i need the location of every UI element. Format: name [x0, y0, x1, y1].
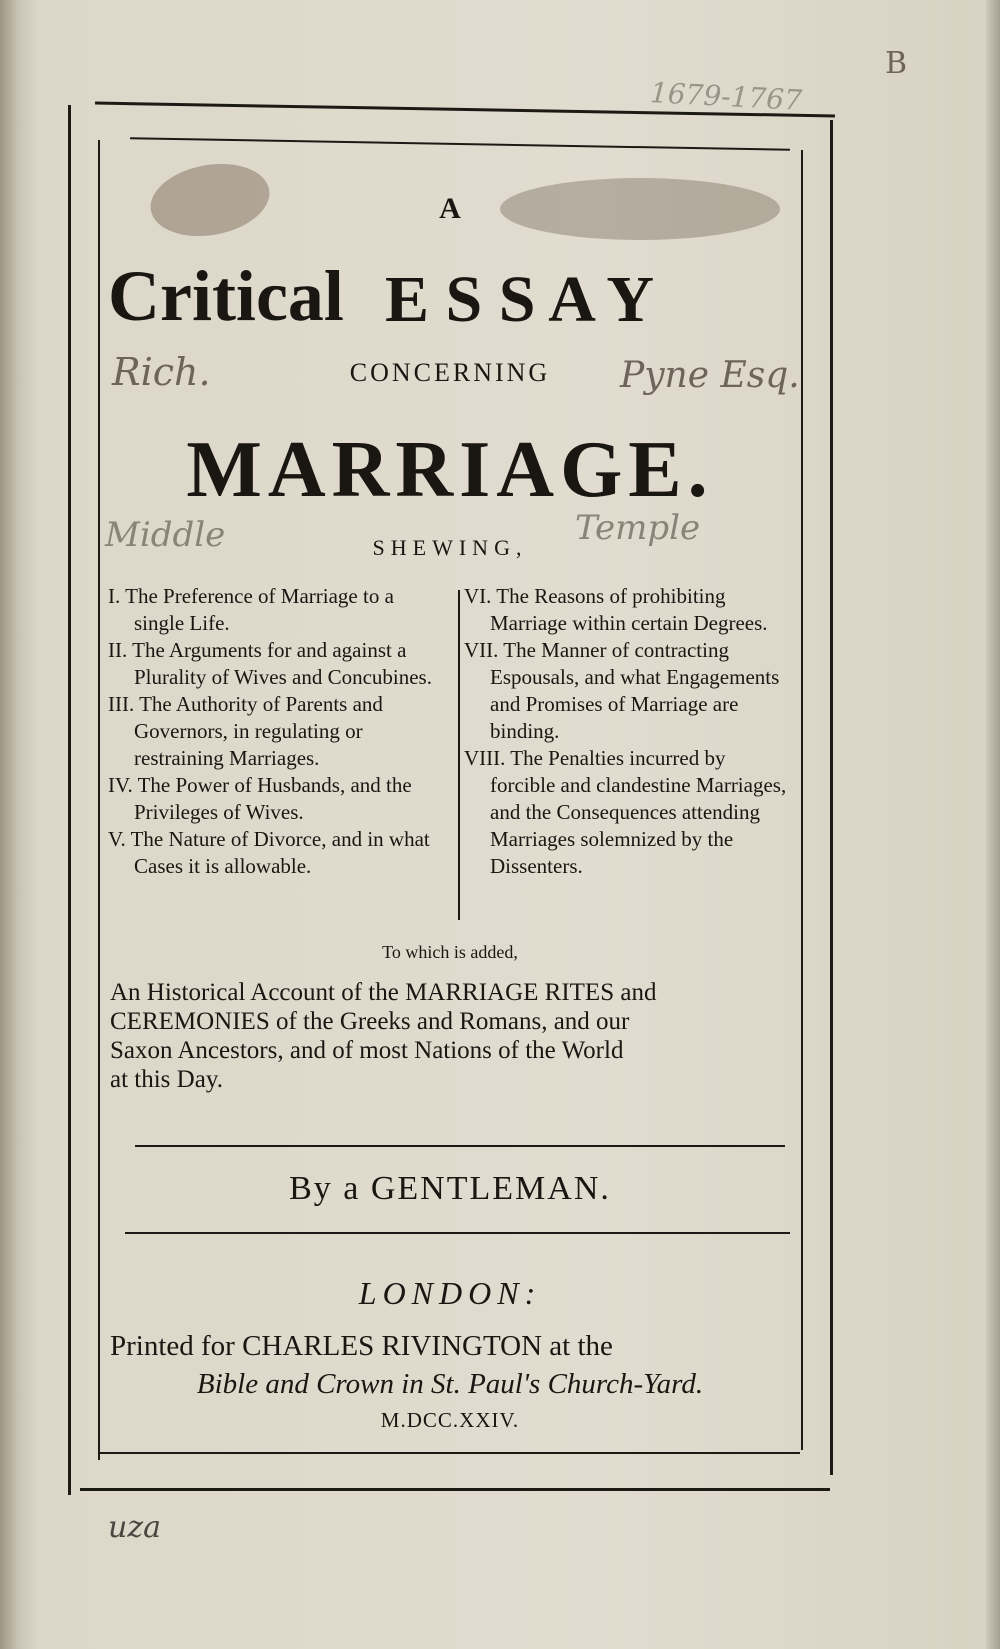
contents-item: II. The Arguments for and against a Plurality of Wives and Concubines.	[108, 638, 432, 689]
handwritten-name-left: Rich.	[112, 350, 211, 394]
added-line-4: at this Day.	[110, 1066, 223, 1093]
author-line: By a GENTLEMAN.	[289, 1170, 611, 1207]
rule-below-author	[125, 1232, 790, 1234]
page-edge	[986, 0, 1000, 1649]
rule-above-author	[135, 1145, 785, 1147]
added-line-2: CEREMONIES of the Greeks and Romans, and our	[110, 1008, 630, 1035]
contents-left	[108, 583, 446, 880]
title-essay: E S S A Y	[385, 263, 655, 336]
border-left-inner	[98, 140, 100, 1460]
added-line-3: Saxon Ancestors, and of most Nations of the World	[110, 1037, 624, 1064]
contents-divider	[458, 590, 460, 920]
handwritten-shelfmark: uza	[108, 1510, 162, 1545]
handwritten-dates: 1679-1767	[649, 76, 803, 117]
shewing: SHEWING,	[372, 535, 528, 560]
border-bottom-outer	[80, 1488, 830, 1491]
corner-mark: B	[885, 46, 908, 81]
border-right-outer	[830, 120, 833, 1475]
title-marriage: MARRIAGE.	[186, 426, 714, 514]
imprint-address: Bible and Crown in St. Paul's Church-Yard.	[196, 1368, 704, 1400]
border-left-outer	[68, 105, 71, 1495]
title-critical: Critical	[108, 256, 344, 336]
handwritten-place-right: Temple	[575, 508, 701, 548]
contents-right	[464, 583, 794, 880]
contents-item: VI. The Reasons of prohibiting Marriage within certain Degrees.	[464, 584, 768, 635]
contents-item: VII. The Manner of contracting Espousals, and what Engagements and Promises of Marriage are binding.	[464, 638, 780, 743]
title-article: A	[439, 192, 461, 225]
contents-item: V. The Nature of Divorce, and in what Cases it is allowable.	[108, 827, 430, 878]
title-concerning: CONCERNING	[349, 358, 551, 387]
imprint-city: LONDON:	[358, 1275, 542, 1311]
added-line-1: An Historical Account of the MARRIAGE RITES and	[110, 979, 657, 1006]
border-top-inner	[130, 137, 790, 151]
imprint-printer: Printed for CHARLES RIVINGTON at the	[110, 1330, 613, 1362]
contents-item: IV. The Power of Husbands, and the Privileges of Wives.	[108, 773, 412, 824]
border-bottom-inner	[100, 1452, 800, 1454]
contents-item: III. The Authority of Parents and Governors, in regulating or restraining Marriages.	[108, 692, 383, 770]
border-right-inner	[801, 150, 803, 1450]
handwritten-place-left: Middle	[105, 515, 226, 555]
added-intro: To which is added,	[382, 942, 518, 962]
imprint-date: M.DCC.XXIV.	[380, 1408, 520, 1432]
contents-item: VIII. The Penalties incurred by forcible and clandestine Marriages, and the Consequences attending Marriages solemnized by the Dissenters.	[464, 746, 787, 878]
handwritten-name-right: Pyne Esq.	[620, 355, 800, 396]
contents-item: I. The Preference of Marriage to a single Life.	[108, 584, 394, 635]
added-account	[110, 978, 800, 1094]
